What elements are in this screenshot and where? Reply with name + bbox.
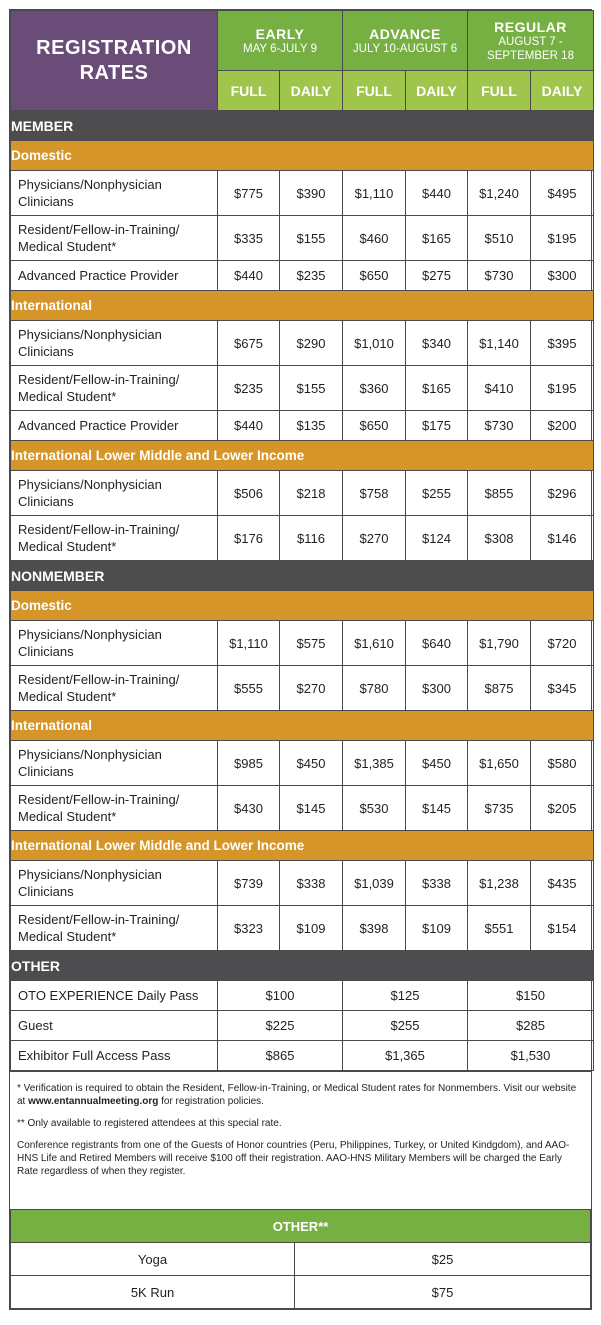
rate-value: $875 <box>468 666 531 711</box>
rate-value: $195 <box>531 366 594 411</box>
rate-value: $296 <box>531 471 594 516</box>
rate-value: $200 <box>531 411 594 441</box>
rate-value: $150 <box>468 981 594 1011</box>
rate-value: $739 <box>218 861 280 906</box>
rate-value: $1,110 <box>218 621 280 666</box>
rate-value: $735 <box>468 786 531 831</box>
rate-value: $1,650 <box>468 741 531 786</box>
rate-value: $300 <box>406 666 468 711</box>
daily-column-header: DAILY <box>280 71 343 111</box>
other-activities-table <box>10 1209 591 1309</box>
period-dates: JULY 10-AUGUST 6 <box>352 42 458 55</box>
period-early-header <box>218 11 343 71</box>
rate-value: $255 <box>343 1011 468 1041</box>
rate-value: $205 <box>531 786 594 831</box>
table-row <box>11 411 594 441</box>
rate-value: $865 <box>218 1041 343 1071</box>
rate-value: $100 <box>218 981 343 1011</box>
rate-value: $154 <box>531 906 594 951</box>
rate-value: $335 <box>218 216 280 261</box>
rate-value: $440 <box>218 411 280 441</box>
rate-value: $555 <box>218 666 280 711</box>
table-row <box>11 171 594 216</box>
rate-value: $135 <box>280 411 343 441</box>
rate-value: $430 <box>218 786 280 831</box>
rate-category-label: OTO EXPERIENCE Daily Pass <box>11 981 218 1011</box>
rate-value: $1,530 <box>468 1041 594 1071</box>
rate-value: $720 <box>531 621 594 666</box>
rate-value: $775 <box>218 171 280 216</box>
activity-label: Yoga <box>11 1243 295 1276</box>
rate-value: $338 <box>280 861 343 906</box>
rate-value: $270 <box>280 666 343 711</box>
rate-value: $308 <box>468 516 531 561</box>
table-row <box>11 981 594 1011</box>
period-name: EARLY <box>255 25 305 42</box>
rate-value: $730 <box>468 411 531 441</box>
rate-value: $1,790 <box>468 621 531 666</box>
rate-category-label: Physicians/Nonphysician Clinicians <box>11 741 218 786</box>
rate-category-label: Resident/Fellow-in-Training/ Medical Student* <box>11 786 218 831</box>
footnotes <box>10 1071 591 1209</box>
table-row <box>11 1041 594 1071</box>
period-advance-header <box>343 11 468 71</box>
rate-value: $300 <box>531 261 594 291</box>
daily-column-header: DAILY <box>406 71 468 111</box>
full-column-header: FULL <box>468 71 531 111</box>
rate-value: $650 <box>343 411 406 441</box>
subsection-lower-income: International Lower Middle and Lower Income <box>11 831 594 861</box>
rate-value: $155 <box>280 366 343 411</box>
rate-value: $165 <box>406 366 468 411</box>
rate-value: $450 <box>280 741 343 786</box>
rate-value: $530 <box>343 786 406 831</box>
rate-value: $1,610 <box>343 621 406 666</box>
period-regular-header <box>468 11 594 71</box>
table-row <box>11 861 594 906</box>
title-line-2: RATES <box>79 61 149 84</box>
table-row <box>11 741 594 786</box>
rate-category-label: Physicians/Nonphysician Clinicians <box>11 171 218 216</box>
activity-price: $75 <box>295 1276 591 1309</box>
rate-category-label: Physicians/Nonphysician Clinicians <box>11 471 218 516</box>
rate-value: $1,240 <box>468 171 531 216</box>
rate-value: $360 <box>343 366 406 411</box>
rate-value: $109 <box>280 906 343 951</box>
table-row <box>11 216 594 261</box>
page-title <box>11 11 218 111</box>
table-row <box>11 1243 591 1276</box>
table-row <box>11 471 594 516</box>
rate-value: $323 <box>218 906 280 951</box>
footnote-discounts: Conference registrants from one of the Guests of Honor countries (Peru, Philippines, Turkey, or United Kindgdom), and AAO-HNS Life and Retired Members will receive $100 off their registration. AAO-HNS Military Members will be charged the Early Rate regardless of when they register. <box>17 1140 570 1177</box>
table-row <box>11 786 594 831</box>
rate-value: $125 <box>343 981 468 1011</box>
table-row <box>11 621 594 666</box>
rate-value: $460 <box>343 216 406 261</box>
rate-value: $390 <box>280 171 343 216</box>
rate-category-label: Physicians/Nonphysician Clinicians <box>11 321 218 366</box>
rate-value: $398 <box>343 906 406 951</box>
footnote-text: * Verification is required to obtain the Resident, Fellow-in-Training, or Medical Student rates for Nonmembers. Visit our website at <box>17 1083 577 1107</box>
rate-value: $340 <box>406 321 468 366</box>
rate-value: $345 <box>531 666 594 711</box>
rate-value: $506 <box>218 471 280 516</box>
rate-value: $195 <box>531 216 594 261</box>
table-row <box>11 366 594 411</box>
rate-category-label: Exhibitor Full Access Pass <box>11 1041 218 1071</box>
rate-value: $145 <box>280 786 343 831</box>
rate-value: $450 <box>406 741 468 786</box>
rate-value: $124 <box>406 516 468 561</box>
rate-category-label: Guest <box>11 1011 218 1041</box>
rate-value: $985 <box>218 741 280 786</box>
rate-value: $235 <box>280 261 343 291</box>
rate-value: $1,238 <box>468 861 531 906</box>
rate-value: $116 <box>280 516 343 561</box>
rate-value: $435 <box>531 861 594 906</box>
rate-category-label: Resident/Fellow-in-Training/ Medical Student* <box>11 666 218 711</box>
other-activities-header: OTHER** <box>11 1210 591 1243</box>
rate-value: $1,010 <box>343 321 406 366</box>
footnote-special-rate: ** Only available to registered attendees at this special rate. <box>17 1118 282 1129</box>
rate-value: $1,385 <box>343 741 406 786</box>
rate-value: $275 <box>406 261 468 291</box>
rate-value: $440 <box>218 261 280 291</box>
rate-value: $640 <box>406 621 468 666</box>
rate-value: $165 <box>406 216 468 261</box>
rate-value: $650 <box>343 261 406 291</box>
rate-value: $758 <box>343 471 406 516</box>
rate-value: $410 <box>468 366 531 411</box>
rate-value: $218 <box>280 471 343 516</box>
rate-category-label: Resident/Fellow-in-Training/ Medical Student* <box>11 216 218 261</box>
footnote-verification <box>17 1082 584 1108</box>
daily-column-header: DAILY <box>531 71 594 111</box>
rate-value: $146 <box>531 516 594 561</box>
full-column-header: FULL <box>218 71 280 111</box>
rate-value: $176 <box>218 516 280 561</box>
table-row <box>11 1276 591 1309</box>
rate-value: $270 <box>343 516 406 561</box>
rate-value: $145 <box>406 786 468 831</box>
registration-rates-card <box>9 9 592 1310</box>
table-row <box>11 261 594 291</box>
table-row <box>11 1011 594 1041</box>
rate-value: $1,110 <box>343 171 406 216</box>
rate-value: $730 <box>468 261 531 291</box>
rate-value: $510 <box>468 216 531 261</box>
rate-value: $1,140 <box>468 321 531 366</box>
rate-value: $395 <box>531 321 594 366</box>
table-row <box>11 906 594 951</box>
rate-category-label: Resident/Fellow-in-Training/ Medical Student* <box>11 366 218 411</box>
rate-value: $109 <box>406 906 468 951</box>
website-link[interactable]: www.entannualmeeting.org <box>28 1096 159 1107</box>
rate-category-label: Resident/Fellow-in-Training/ Medical Student* <box>11 906 218 951</box>
rate-value: $580 <box>531 741 594 786</box>
rate-category-label: Physicians/Nonphysician Clinicians <box>11 861 218 906</box>
rate-value: $855 <box>468 471 531 516</box>
subsection-lower-income: International Lower Middle and Lower Income <box>11 441 594 471</box>
rate-value: $495 <box>531 171 594 216</box>
section-member: MEMBER <box>11 111 594 141</box>
rate-value: $255 <box>406 471 468 516</box>
rate-value: $551 <box>468 906 531 951</box>
rate-value: $285 <box>468 1011 594 1041</box>
rate-value: $575 <box>280 621 343 666</box>
rates-table <box>10 10 594 1071</box>
rate-value: $235 <box>218 366 280 411</box>
full-column-header: FULL <box>343 71 406 111</box>
period-name: ADVANCE <box>369 25 441 42</box>
subsection-international: International <box>11 291 594 321</box>
subsection-domestic: Domestic <box>11 141 594 171</box>
section-other: OTHER <box>11 951 594 981</box>
rate-value: $1,039 <box>343 861 406 906</box>
rate-category-label: Advanced Practice Provider <box>11 411 218 441</box>
rate-value: $175 <box>406 411 468 441</box>
footnote-text: for registration policies. <box>158 1096 264 1107</box>
title-line-1: REGISTRATION <box>36 36 192 59</box>
section-nonmember: NONMEMBER <box>11 561 594 591</box>
rate-value: $675 <box>218 321 280 366</box>
rate-value: $1,365 <box>343 1041 468 1071</box>
subsection-international: International <box>11 711 594 741</box>
rate-value: $225 <box>218 1011 343 1041</box>
rate-value: $440 <box>406 171 468 216</box>
rate-value: $780 <box>343 666 406 711</box>
rate-category-label: Advanced Practice Provider <box>11 261 218 291</box>
activity-label: 5K Run <box>11 1276 295 1309</box>
period-dates: AUGUST 7 - SEPTEMBER 18 <box>487 35 574 62</box>
rate-category-label: Physicians/Nonphysician Clinicians <box>11 621 218 666</box>
table-row <box>11 666 594 711</box>
rate-value: $155 <box>280 216 343 261</box>
table-row <box>11 321 594 366</box>
period-name: REGULAR <box>494 18 567 35</box>
activity-price: $25 <box>295 1243 591 1276</box>
subsection-domestic: Domestic <box>11 591 594 621</box>
rate-value: $290 <box>280 321 343 366</box>
period-dates: MAY 6-JULY 9 <box>243 42 317 55</box>
rate-category-label: Resident/Fellow-in-Training/ Medical Student* <box>11 516 218 561</box>
rate-value: $338 <box>406 861 468 906</box>
table-row <box>11 516 594 561</box>
